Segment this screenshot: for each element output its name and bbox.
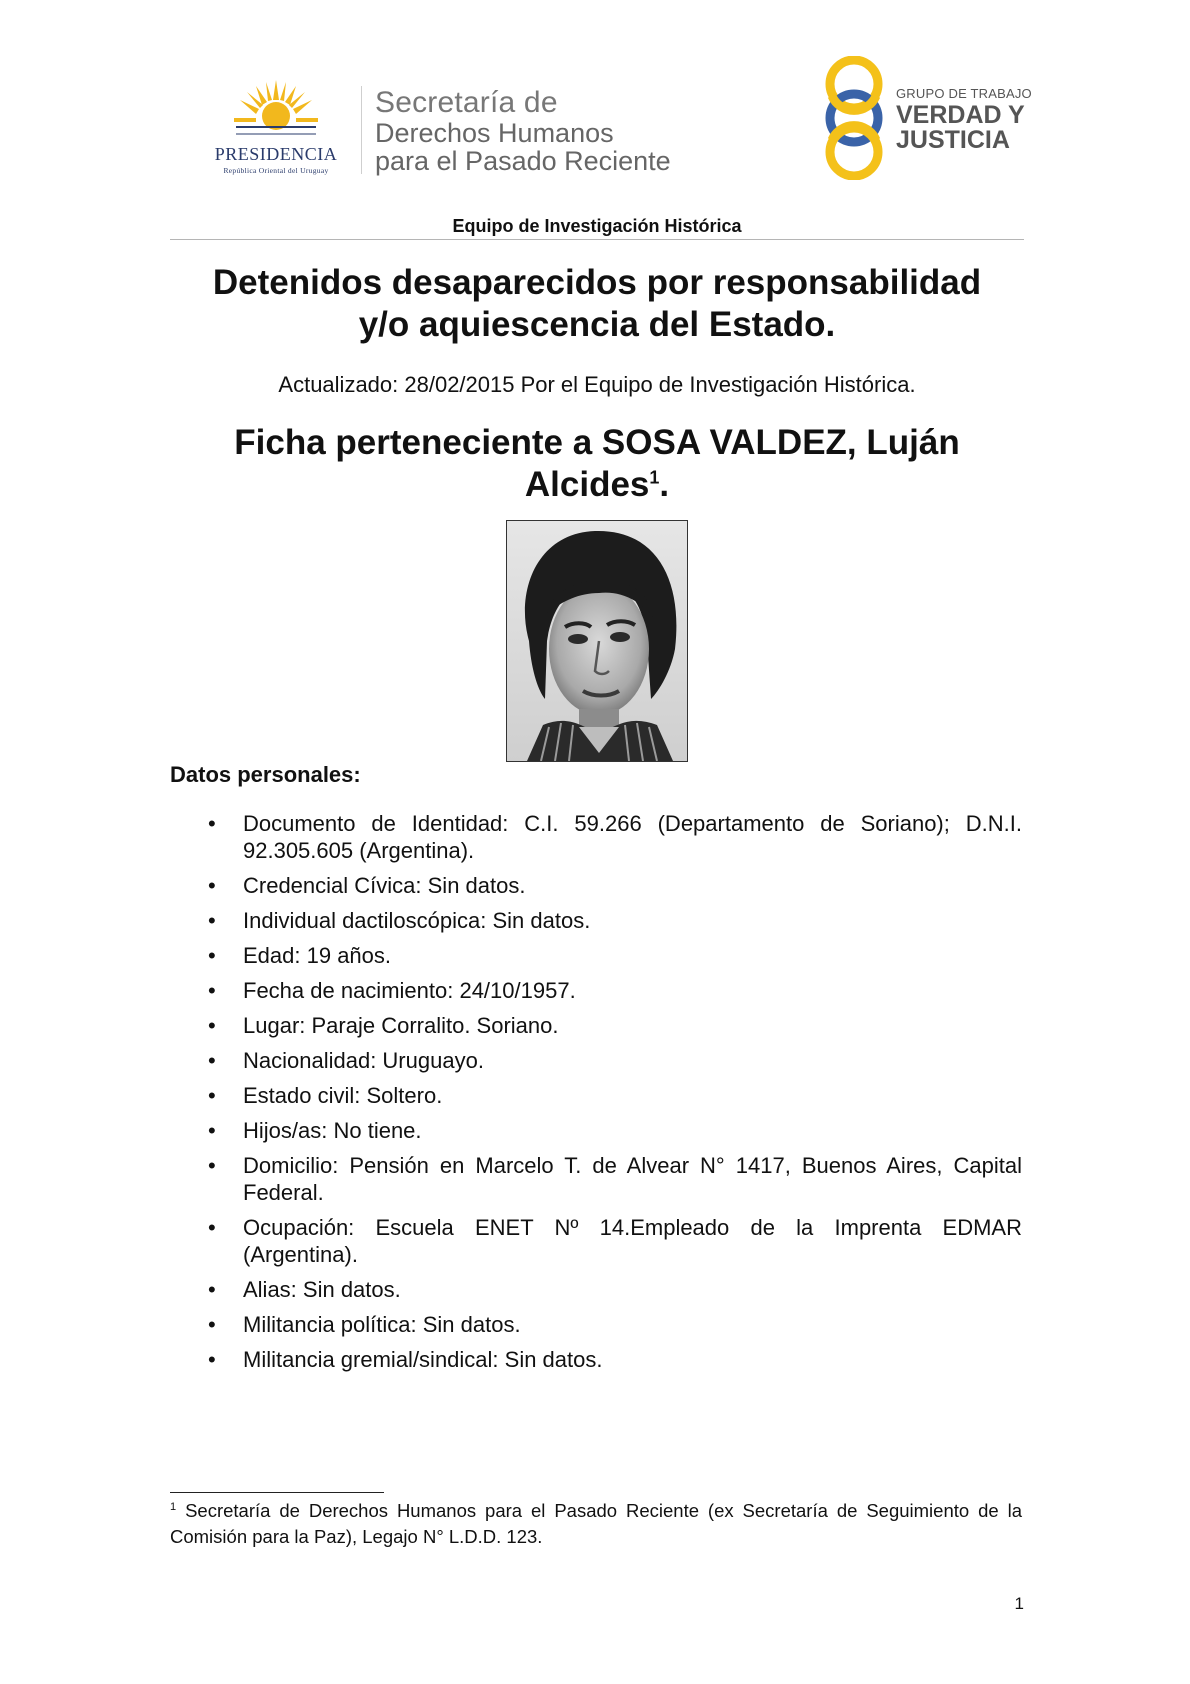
- bullet: •: [208, 1013, 216, 1038]
- list-item-text: Estado civil: Soltero.: [243, 1083, 443, 1108]
- portrait-photo: [506, 520, 688, 762]
- list-item-text: Lugar: Paraje Corralito. Soriano.: [243, 1013, 559, 1038]
- section-title: Datos personales:: [170, 762, 361, 787]
- presidencia-logo: [196, 78, 356, 178]
- sun-icon: [234, 78, 318, 142]
- page-number: 1: [1014, 1594, 1024, 1613]
- list-item-text: Fecha de nacimiento: 24/10/1957.: [243, 978, 576, 1003]
- list-item-text: Militancia política: Sin datos.: [243, 1312, 521, 1337]
- list-item: [170, 810, 1022, 864]
- team-header-rule: [170, 239, 1024, 240]
- list-item: [170, 1152, 1022, 1206]
- team-header: Equipo de Investigación Histórica: [452, 216, 742, 236]
- bullet: •: [208, 811, 216, 836]
- list-item: [170, 1047, 1022, 1074]
- list-item: [170, 1012, 1022, 1039]
- grupo-small-text: GRUPO DE TRABAJO: [896, 86, 1032, 101]
- bullet: •: [208, 1277, 216, 1302]
- list-item-text: Hijos/as: No tiene.: [243, 1118, 422, 1143]
- secretaria-line-1: Secretaría de: [375, 86, 558, 119]
- title-line-2: y/o aquiescencia del Estado.: [358, 305, 836, 344]
- bullet: •: [208, 873, 216, 898]
- list-item: [170, 1117, 1022, 1144]
- bullet: •: [208, 1048, 216, 1073]
- footnote-rule: [170, 1492, 384, 1493]
- bullet: •: [208, 908, 216, 933]
- bullet: •: [208, 1347, 216, 1372]
- subject-line-1: Ficha perteneciente a SOSA VALDEZ, Luján: [234, 423, 960, 462]
- list-item-text: Edad: 19 años.: [243, 943, 392, 968]
- bullet: •: [208, 1312, 216, 1337]
- list-item: [170, 1082, 1022, 1109]
- document-title: [150, 262, 1044, 346]
- title-line-1: Detenidos desaparecidos por responsabilidad: [212, 263, 982, 302]
- bullet: •: [208, 1118, 216, 1143]
- list-item-text: Individual dactiloscópica: Sin datos.: [243, 908, 591, 933]
- personal-data-list: [170, 810, 1022, 1381]
- secretaria-logo: [375, 88, 671, 175]
- footnote-reference[interactable]: 1: [649, 467, 660, 488]
- header-divider: [361, 86, 362, 174]
- subject-name-end: Alcides: [524, 465, 650, 504]
- bullet: •: [208, 1153, 216, 1178]
- list-item-text: Domicilio: Pensión en Marcelo T. de Alvear N° 1417, Buenos Aires, Capital Federal.: [243, 1153, 1022, 1205]
- bullet: •: [208, 978, 216, 1003]
- subject-line-2: [150, 464, 1044, 506]
- list-item: [170, 1214, 1022, 1268]
- grupo-line-2: JUSTICIA: [896, 126, 1010, 154]
- list-item: [170, 1276, 1022, 1303]
- subject-period: .: [659, 465, 670, 504]
- list-item: [170, 977, 1022, 1004]
- linked-rings-icon: [822, 56, 894, 180]
- presidencia-subtitle: República Oriental del Uruguay: [223, 166, 329, 175]
- list-item: [170, 1311, 1022, 1338]
- bullet: •: [208, 1215, 216, 1240]
- secretaria-line-3: para el Pasado Reciente: [375, 146, 671, 176]
- list-item-text: Documento de Identidad: C.I. 59.266 (Departamento de Soriano); D.N.I. 92.305.605 (Argentina).: [243, 811, 1022, 863]
- grupo-line-1: VERDAD Y: [896, 101, 1025, 129]
- updated-line: Actualizado: 28/02/2015 Por el Equipo de Investigación Histórica.: [278, 372, 916, 397]
- list-item-text: Militancia gremial/sindical: Sin datos.: [243, 1347, 603, 1372]
- presidencia-wordmark: PRESIDENCIA: [214, 144, 338, 164]
- list-item-text: Credencial Cívica: Sin datos.: [243, 873, 526, 898]
- list-item-text: Alias: Sin datos.: [243, 1277, 401, 1302]
- footnote: [170, 1498, 1022, 1550]
- list-item: [170, 907, 1022, 934]
- verdad-justicia-logo: [822, 56, 1032, 180]
- footnote-text: Secretaría de Derechos Humanos para el Pasado Reciente (ex Secretaría de Seguimiento de la Comisión para la Paz), Legajo N° L.D.D. 123.: [170, 1500, 1022, 1547]
- list-item: [170, 872, 1022, 899]
- list-item: [170, 942, 1022, 969]
- bullet: •: [208, 1083, 216, 1108]
- bullet: •: [208, 943, 216, 968]
- secretaria-line-2: Derechos Humanos: [375, 118, 614, 148]
- footnote-number: 1: [170, 1500, 177, 1513]
- list-item: [170, 1346, 1022, 1373]
- subject-heading: [150, 422, 1044, 506]
- list-item-text: Nacionalidad: Uruguayo.: [243, 1048, 484, 1073]
- list-item-text: Ocupación: Escuela ENET Nº 14.Empleado de la Imprenta EDMAR (Argentina).: [243, 1215, 1022, 1267]
